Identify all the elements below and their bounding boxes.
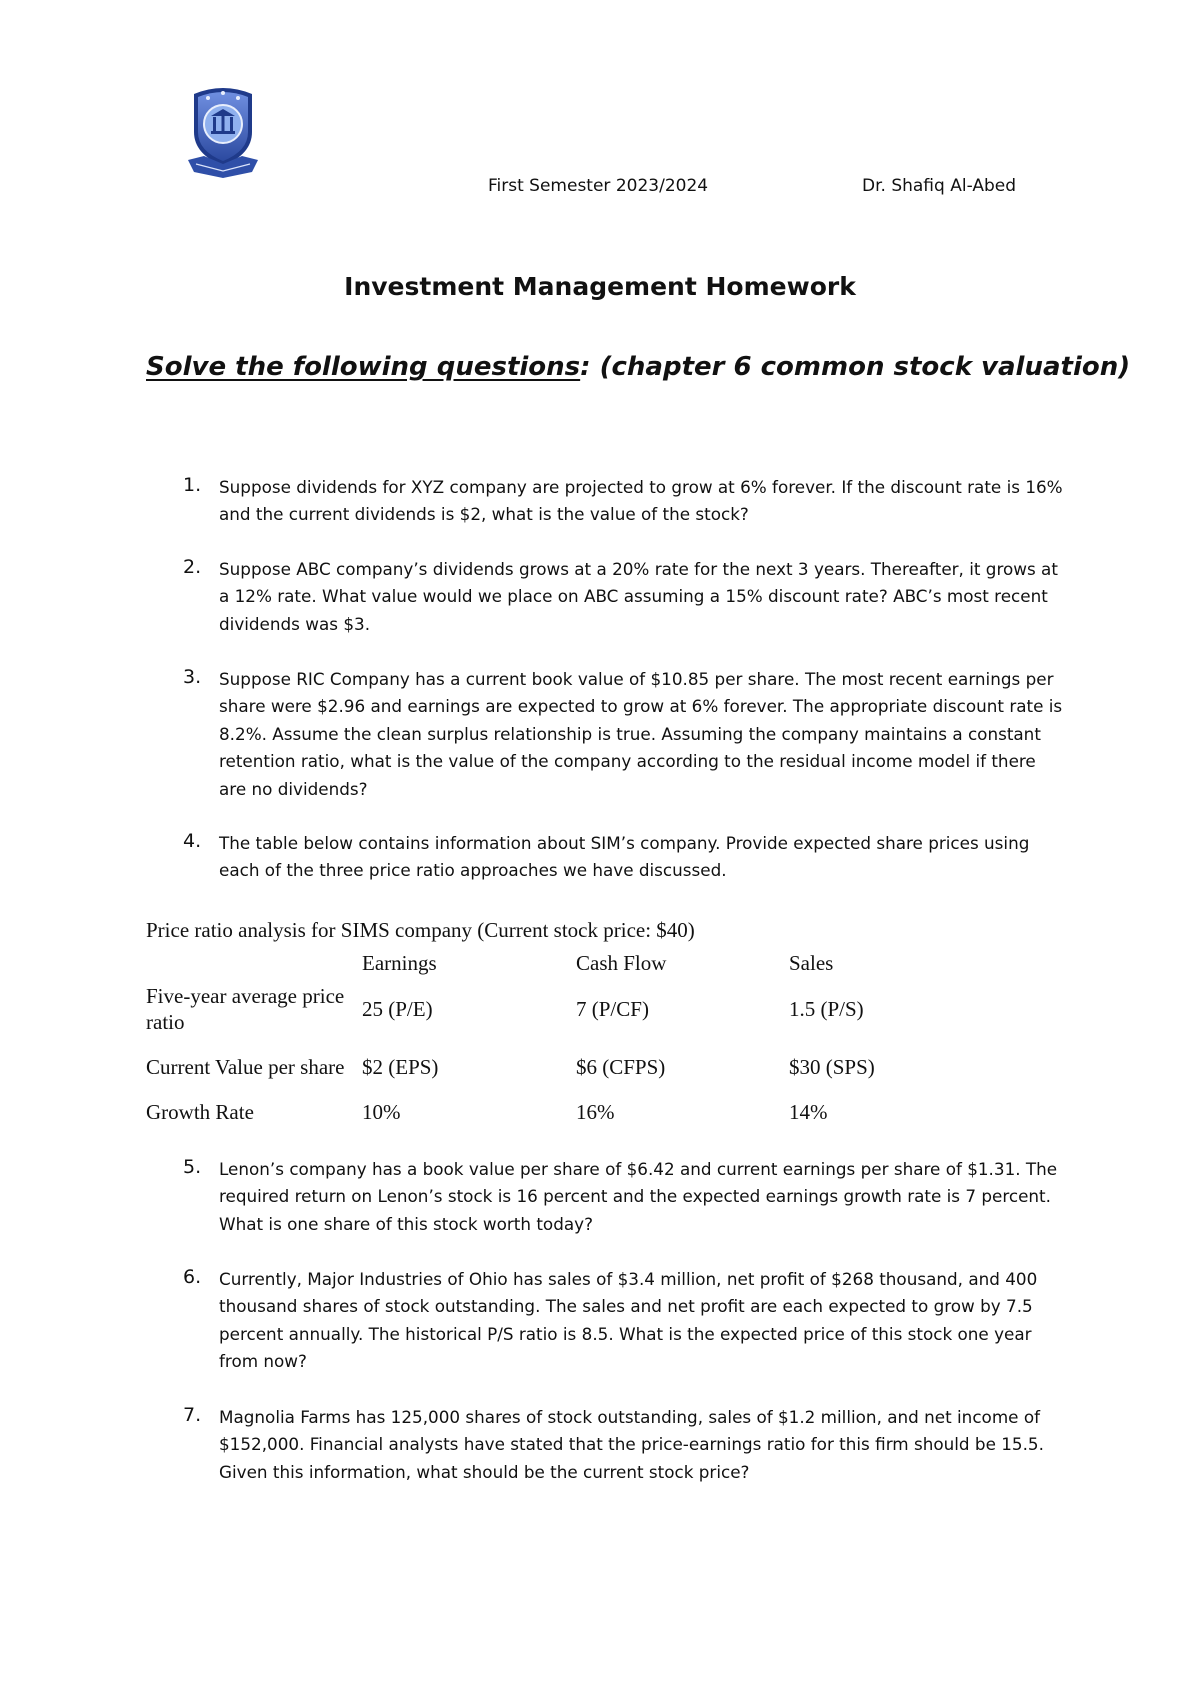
table-cell: 14% (789, 1100, 828, 1124)
table-header-cell: Cash Flow (576, 951, 667, 975)
table-header-row (146, 946, 949, 980)
question-number: 1. (183, 474, 202, 496)
question-number: 6. (183, 1266, 202, 1288)
table-cell: 7 (P/CF) (576, 997, 649, 1021)
semester-label: First Semester 2023/2024 (488, 176, 709, 196)
table-row (146, 1096, 949, 1128)
table-cell: 25 (P/E) (362, 997, 433, 1021)
subtitle-underlined: Solve the following questions (146, 352, 581, 382)
university-crest-icon (186, 84, 260, 180)
question-text: Magnolia Farms has 125,000 shares of stock outstanding, sales of $1.2 million, and net income of $152,000. Financial analysts have stated that the price-earnings ratio for this firm should be 15.5. Given this information, what should be the current stock price? (219, 1407, 1044, 1482)
table-header-cell: Earnings (362, 951, 437, 975)
question-text: The table below contains information about SIM’s company. Provide expected share prices using each of the three price ratio approaches we have discussed. (219, 833, 1030, 881)
table-header-cell: Sales (789, 951, 834, 975)
table-header-cell (146, 946, 362, 980)
question-number: 2. (183, 556, 202, 578)
question-text: Suppose ABC company’s dividends grows at a 20% rate for the next 3 years. Thereafter, it grows at a 12% rate. What value would we place on ABC assuming a 15% discount rate? ABC’s most recent dividends was $3. (219, 559, 1058, 634)
question-text: Suppose dividends for XYZ company are projected to grow at 6% forever. If the discount rate is 16% and the current dividends is $2, what is the value of the stock? (219, 477, 1063, 525)
table-cell: $30 (SPS) (789, 1055, 875, 1079)
table-cell: 10% (362, 1100, 401, 1124)
question-number: 5. (183, 1156, 202, 1178)
question-number: 3. (183, 666, 202, 688)
row-label: Five-year average price ratio (146, 984, 345, 1034)
table-cell: $6 (CFPS) (576, 1055, 666, 1079)
document-title: Investment Management Homework (344, 272, 856, 301)
row-label: Growth Rate (146, 1100, 254, 1124)
question-text: Suppose RIC Company has a current book value of $10.85 per share. The most recent earnings per share were $2.96 and earnings are expected to grow at 6% forever. The appropriate discount rate is 8.2%. Assume the clean surplus relationship is true. Assuming the company maintains a constant retention ratio, what is the value of the company according to the residual income model if there are no dividends? (219, 669, 1063, 799)
question-number: 4. (183, 830, 202, 852)
question-text: Lenon’s company has a book value per share of $6.42 and current earnings per share of $1.31. The required return on Lenon’s stock is 16 percent and the expected earnings growth rate is 7 percent. What is one share of this stock worth today? (219, 1159, 1058, 1234)
table-cell: 16% (576, 1100, 615, 1124)
subtitle-rest: : (chapter 6 common stock valuation) (580, 352, 1131, 382)
table-row (146, 980, 949, 1038)
table-caption: Price ratio analysis for SIMS company (Current stock price: $40) (146, 918, 695, 942)
document-subtitle (146, 352, 1130, 382)
row-label: Current Value per share (146, 1055, 345, 1079)
table-cell: 1.5 (P/S) (789, 997, 864, 1021)
table-row (146, 1038, 949, 1096)
question-number: 7. (183, 1404, 202, 1426)
instructor-name: Dr. Shafiq Al-Abed (862, 176, 1016, 196)
question-text: Currently, Major Industries of Ohio has sales of $3.4 million, net profit of $268 thousand, and 400 thousand shares of stock outstanding. The sales and net profit are each expected to grow by 7.5 percent annually. The historical P/S ratio is 8.5. What is the expected price of this stock one year from now? (219, 1269, 1038, 1372)
table-cell: $2 (EPS) (362, 1055, 439, 1079)
price-ratio-table (146, 946, 949, 1128)
